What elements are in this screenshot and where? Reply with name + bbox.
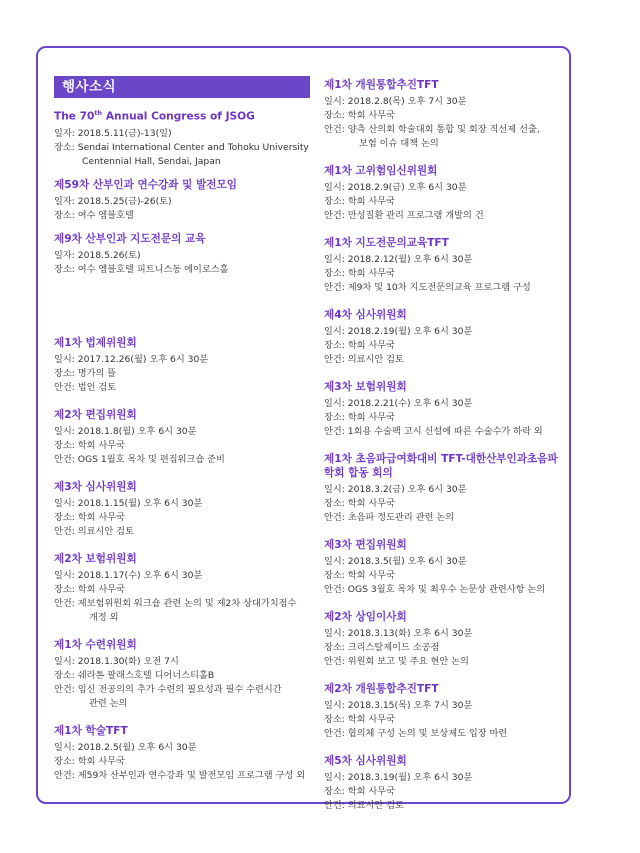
meeting-title: 제1차 개원통합추진TFT (324, 79, 439, 91)
section-banner-title: 행사소식 (54, 76, 310, 98)
event-title: 제9차 산부인과 지도전문의 교육 (54, 232, 206, 245)
event-line: 일자: 2018.5.11(금)-13(일) (54, 127, 172, 139)
meeting-line: 안건: 양측 산의회 학술대회 통합 및 회장 직선제 선출, (324, 124, 540, 135)
meeting-line: 안건: 협의체 구성 논의 및 보상제도 입장 마련 (324, 728, 508, 739)
meeting-line: 일시: 2018.2.19(월) 오후 6시 30분 (324, 326, 473, 337)
meeting-item (324, 164, 564, 223)
meeting-line: 안건: 법인 검토 (54, 381, 117, 393)
meeting-line: 일시: 2018.2.12(월) 오후 6시 30분 (324, 254, 473, 265)
meeting-line: 안건: OGS 1월호 목차 및 편집워크숍 준비 (54, 453, 225, 465)
meeting-line: 일시: 2018.2.9(금) 오후 6시 30분 (324, 182, 467, 193)
meeting-line: 일시: 2018.1.17(수) 오후 6시 30분 (54, 569, 203, 581)
meeting-line: 장소: 학회 사무국 (324, 268, 396, 279)
meeting-title: 제3차 심사위원회 (54, 480, 137, 493)
meeting-line: 장소: 학회 사무국 (324, 786, 396, 797)
left-column (54, 106, 310, 796)
meeting-line: 일시: 2018.1.8(월) 오후 6시 30분 (54, 425, 197, 437)
meeting-item (324, 236, 564, 295)
meeting-line: 장소: 학회 사무국 (324, 714, 396, 725)
meeting-item (324, 754, 564, 813)
event-line: 일자: 2018.5.26(토) (54, 249, 141, 261)
meeting-line: 안건: 만성질환 관리 프로그램 개발의 건 (324, 210, 484, 221)
meeting-line: 장소: 학회 사무국 (54, 511, 126, 523)
meeting-title: 제3차 보험위원회 (324, 381, 407, 393)
meeting-line: 일시: 2018.3.19(월) 오후 6시 30분 (324, 772, 473, 783)
meeting-item (54, 638, 310, 711)
meeting-item (324, 78, 564, 151)
meeting-title: 제2차 보험위원회 (54, 552, 137, 565)
meeting-item (324, 610, 564, 669)
right-column (324, 78, 564, 826)
meeting-item (324, 380, 564, 439)
meeting-line: 장소: 학회 사무국 (324, 498, 396, 509)
event-line: Centennial Hall, Sendai, Japan (82, 155, 221, 167)
event-title (54, 106, 310, 124)
event-title-text: The 70 (54, 110, 95, 123)
meeting-title: 제1차 초음파급여화대비 TFT-대한산부인과초음파학회 합동 회의 (324, 453, 558, 479)
meeting-title: 제1차 고위험임신위원회 (324, 165, 438, 177)
meeting-item (54, 552, 310, 625)
meeting-title: 제2차 개원통합추진TFT (324, 683, 439, 695)
meeting-title: 제2차 편집위원회 (54, 408, 137, 421)
meeting-line: 일시: 2018.3.2(금) 오후 6시 30분 (324, 484, 467, 495)
meeting-line: 안건: 초음파 정도관리 관련 논의 (324, 512, 455, 523)
meeting-line: 장소: 명가의 뜰 (54, 367, 117, 379)
meeting-line: 안건: 의료시안 검토 (324, 800, 404, 811)
event-title-text: Annual Congress of JSOG (102, 110, 255, 123)
meeting-title: 제1차 학술TFT (54, 724, 128, 737)
meeting-line: 안건: 제9차 및 10차 지도전문의교육 프로그램 구성 (324, 282, 531, 293)
meeting-item (324, 682, 564, 741)
meeting-title: 제1차 지도전문의교육TFT (324, 237, 449, 249)
meeting-line: 일시: 2018.3.15(목) 오후 7시 30분 (324, 700, 473, 711)
event-line: 장소: Sendai International Center and Tohoku University (54, 141, 309, 153)
meeting-item (324, 452, 564, 525)
event-jsog (54, 106, 310, 169)
meeting-line: 일시: 2018.2.21(수) 오후 6시 30분 (324, 398, 473, 409)
meeting-title: 제4차 심사위원회 (324, 309, 407, 321)
event-line: 일자: 2018.5.25(금)-26(토) (54, 195, 172, 207)
meeting-line: 안건: 제보험위원회 워크숍 관련 논의 및 제2차 상대가치점수 (54, 597, 297, 609)
event-title: 제59차 산부인과 연수강좌 및 발전모임 (54, 178, 237, 191)
meeting-line: 안건: 1회용 수술팩 고시 신설에 따른 수술수가 하락 외 (324, 426, 543, 437)
meeting-line: 일시: 2018.1.15(월) 오후 6시 30분 (54, 497, 203, 509)
meeting-line: 일시: 2018.2.5(월) 오후 6시 30분 (54, 741, 197, 753)
meeting-item (54, 724, 310, 783)
meeting-line: 일시: 2017.12.26(월) 오후 6시 30분 (54, 353, 209, 365)
meeting-item (324, 308, 564, 367)
meeting-line: 일시: 2018.1.30(화) 오전 7시 (54, 655, 179, 667)
meeting-line: 장소: 학회 사무국 (54, 755, 126, 767)
event-item (54, 232, 310, 277)
meeting-line: 안건: 제59차 산부인과 연수강좌 및 발전모임 프로그램 구성 외 (54, 769, 306, 781)
meeting-line: 안건: 위원회 보고 및 주요 현안 논의 (324, 656, 469, 667)
meeting-title: 제1차 법제위원회 (54, 336, 137, 349)
event-title-sup: th (94, 109, 103, 117)
meeting-line: 장소: 학회 사무국 (324, 412, 396, 423)
meeting-title: 제3차 편집위원회 (324, 539, 407, 551)
meeting-line: 장소: 학회 사무국 (54, 439, 126, 451)
meeting-line: 장소: 쉐라톤 팔래스호텔 디어너스티홀B (54, 669, 215, 681)
meeting-line: 장소: 학회 사무국 (54, 583, 126, 595)
meeting-line: 장소: 학회 사무국 (324, 570, 396, 581)
meeting-title: 제2차 상임이사회 (324, 611, 407, 623)
meeting-line: 관련 논의 (89, 697, 128, 709)
meeting-line: 일시: 2018.3.13(화) 오후 6시 30분 (324, 628, 473, 639)
meeting-line: 안건: 의료시안 검토 (54, 525, 134, 537)
meeting-item (54, 408, 310, 467)
meeting-title: 제1차 수련위원회 (54, 638, 137, 651)
meeting-line: 일시: 2018.2.8(목) 오후 7시 30분 (324, 96, 467, 107)
event-line: 장소: 여수 엠블호텔 (54, 209, 134, 221)
event-line: 장소: 여수 엠블호텔 피트니스동 에이로스홀 (54, 263, 229, 275)
meeting-line: 장소: 학회 사무국 (324, 340, 396, 351)
meeting-item (324, 538, 564, 597)
meeting-line: 장소: 학회 사무국 (324, 196, 396, 207)
meeting-line: 안건: 임신 전공의의 추가 수련의 필요성과 필수 수련시간 (54, 683, 282, 695)
meeting-item (54, 480, 310, 539)
meeting-line: 일시: 2018.3.5(월) 오후 6시 30분 (324, 556, 467, 567)
event-item (54, 178, 310, 223)
meeting-line: 보험 이슈 대책 논의 (359, 138, 439, 149)
meeting-title: 제5차 심사위원회 (324, 755, 407, 767)
meeting-line: 안건: 의료시안 검토 (324, 354, 404, 365)
meeting-line: 안건: OGS 3월호 목차 및 최우수 논문상 관련사항 논의 (324, 584, 546, 595)
meeting-line: 개정 외 (89, 611, 119, 623)
meeting-line: 장소: 학회 사무국 (324, 110, 396, 121)
meeting-item (54, 336, 310, 395)
meeting-line: 장소: 크리스탈제이드 소공점 (324, 642, 440, 653)
